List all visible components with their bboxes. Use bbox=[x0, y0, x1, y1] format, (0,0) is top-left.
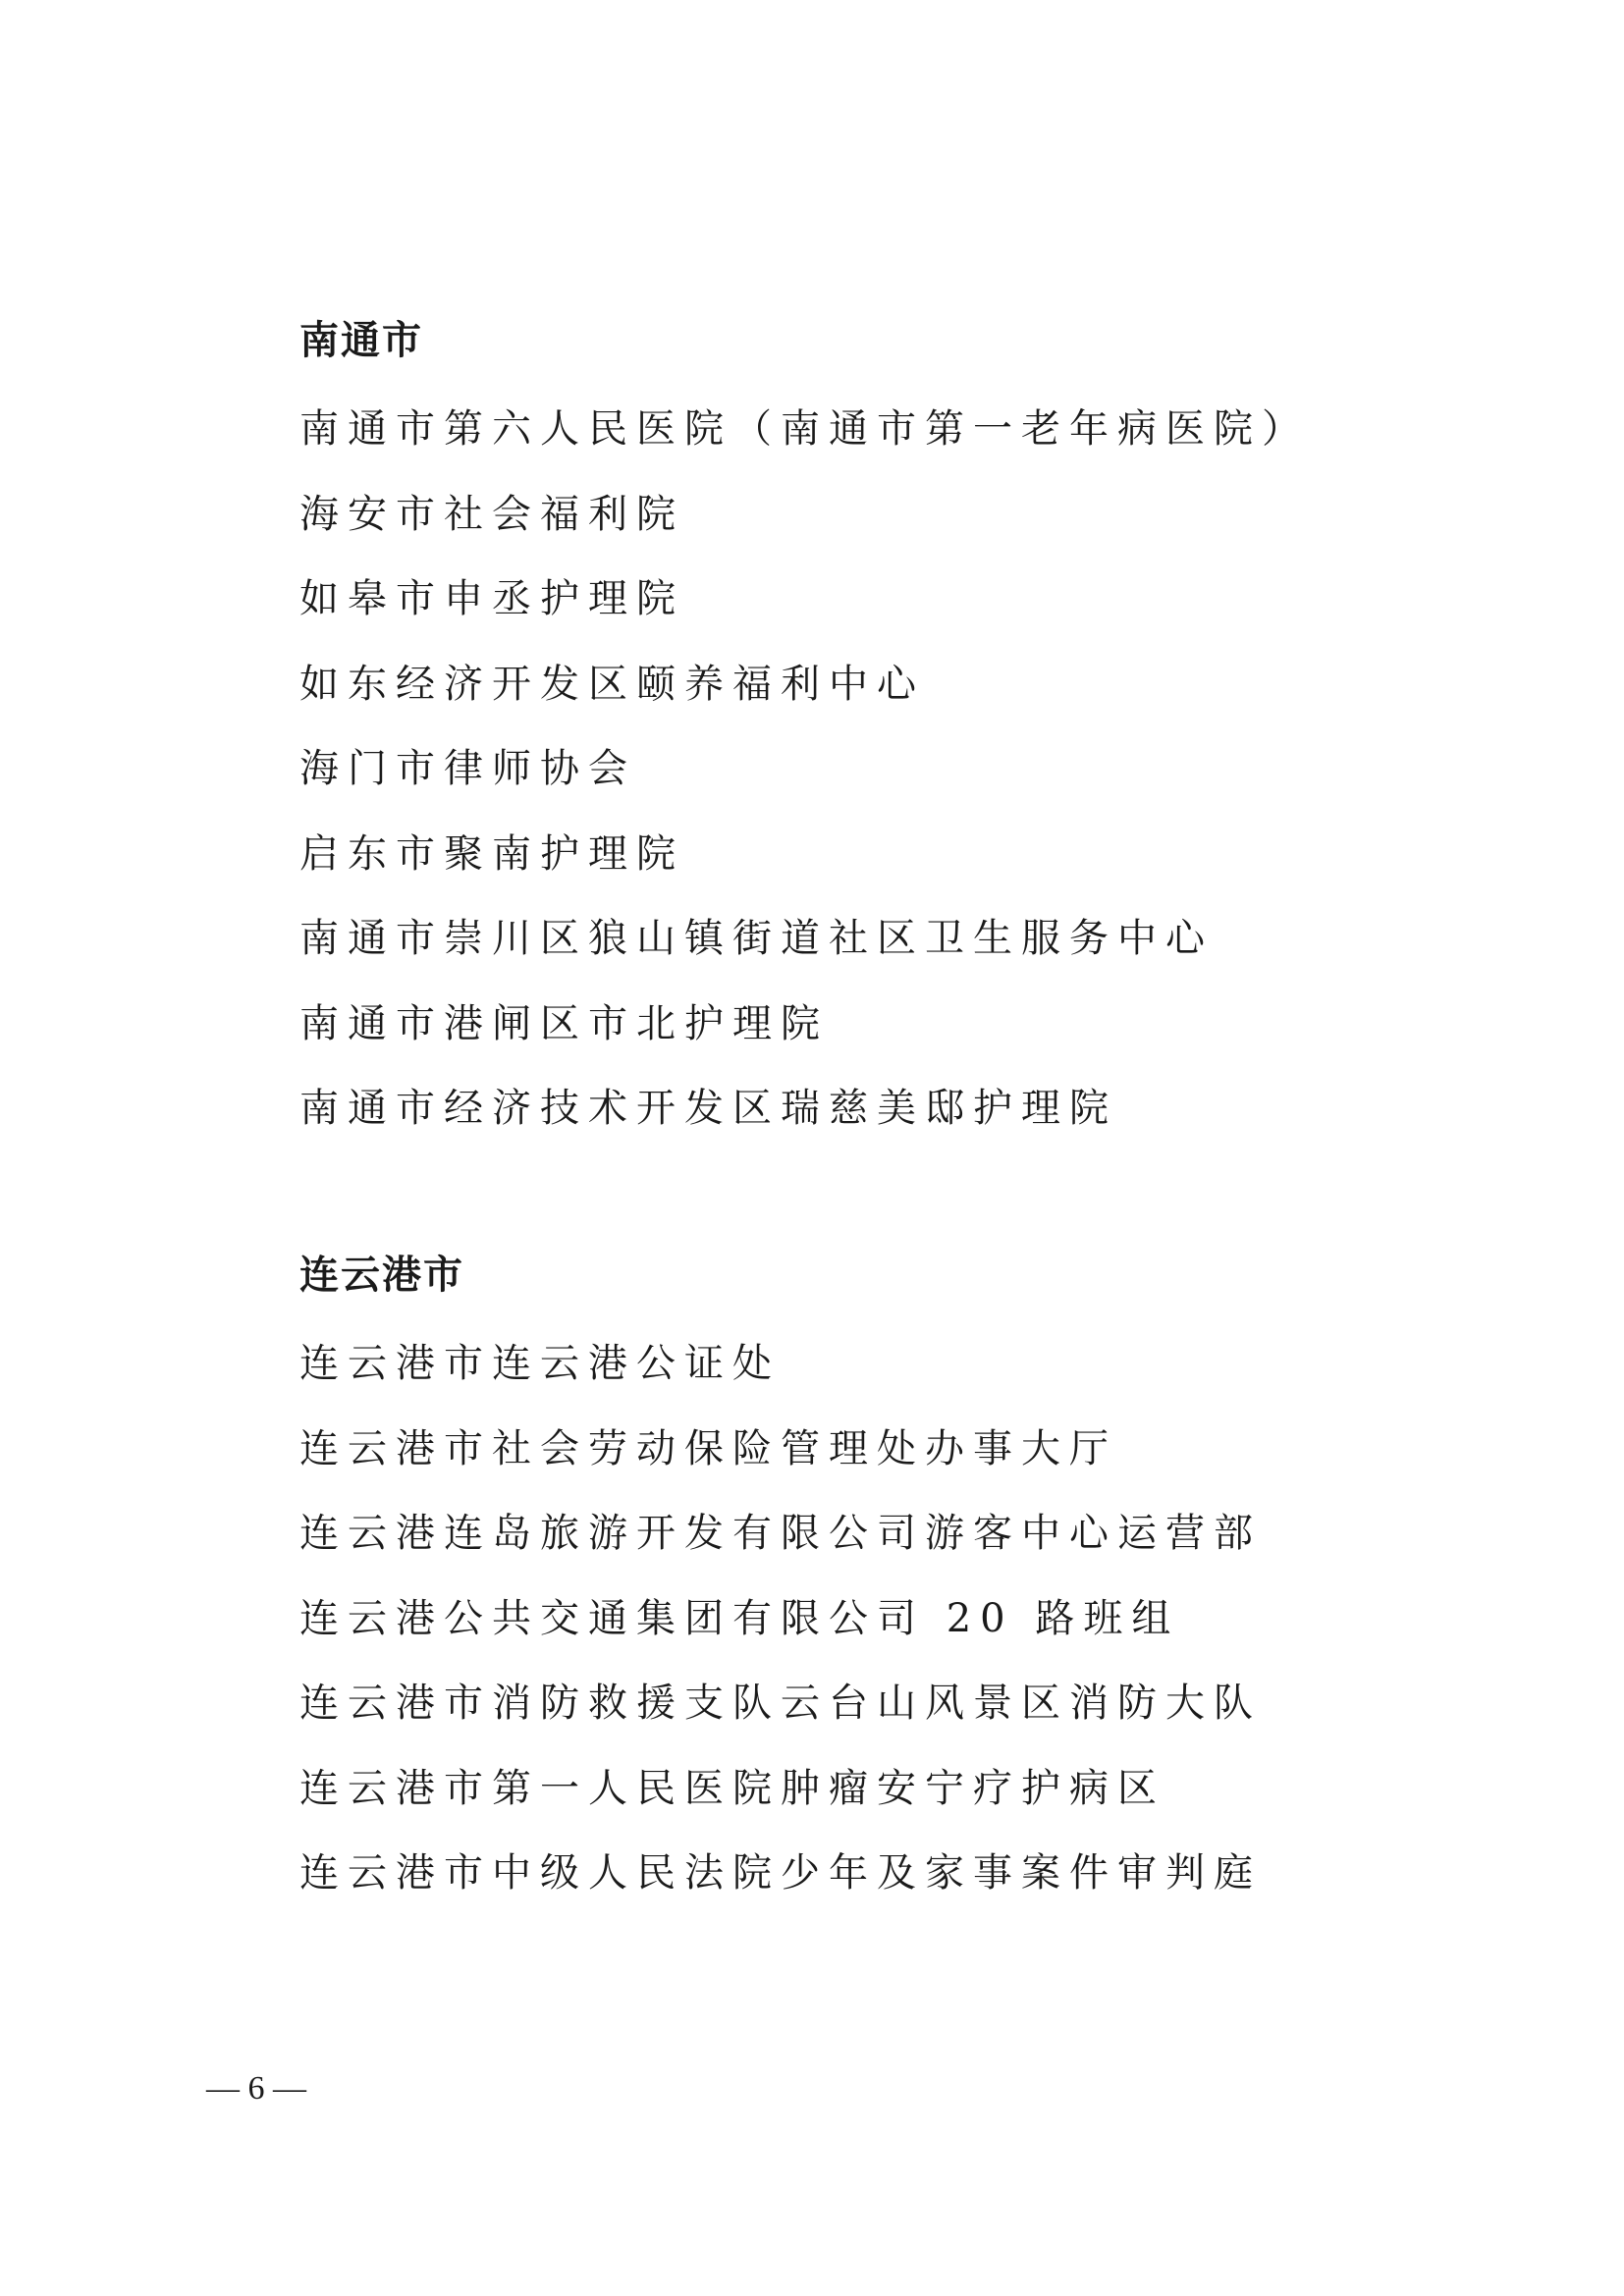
organization-list bbox=[299, 387, 1429, 1151]
list-item: 海安市社会福利院 bbox=[299, 491, 684, 537]
list-item: 连云港市第一人民医院肿瘤安宁疗护病区 bbox=[299, 1765, 1165, 1811]
list-item: 连云港市中级人民法院少年及家事案件审判庭 bbox=[299, 1850, 1262, 1896]
list-item: 南通市崇川区狼山镇街道社区卫生服务中心 bbox=[299, 916, 1214, 961]
list-item: 连云港公共交通集团有限公司 20 路班组 bbox=[299, 1595, 1180, 1641]
list-item: 南通市第六人民医院（南通市第一老年病医院） bbox=[299, 406, 1310, 452]
organization-list bbox=[299, 1321, 1429, 1916]
section-heading: 连云港市 bbox=[299, 1253, 464, 1298]
list-item: 连云港市连云港公证处 bbox=[299, 1341, 781, 1386]
list-item: 海门市律师协会 bbox=[299, 746, 636, 791]
section-lianyungang bbox=[299, 1237, 1429, 1916]
list-item: 连云港市社会劳动保险管理处办事大厅 bbox=[299, 1425, 1117, 1471]
list-item: 启东市聚南护理院 bbox=[299, 830, 684, 877]
list-item: 如皋市申丞护理院 bbox=[299, 576, 684, 621]
list-item: 连云港市消防救援支队云台山风景区消防大队 bbox=[299, 1681, 1262, 1726]
list-item: 连云港连岛旅游开发有限公司游客中心运营部 bbox=[299, 1511, 1262, 1556]
page-number: — 6 — bbox=[206, 2070, 306, 2107]
section-heading: 南通市 bbox=[299, 318, 423, 363]
section-nantong bbox=[299, 302, 1429, 1151]
list-item: 南通市港闸区市北护理院 bbox=[299, 1000, 829, 1046]
list-item: 如东经济开发区颐养福利中心 bbox=[299, 661, 925, 707]
list-item: 南通市经济技术开发区瑞慈美邸护理院 bbox=[299, 1086, 1117, 1131]
